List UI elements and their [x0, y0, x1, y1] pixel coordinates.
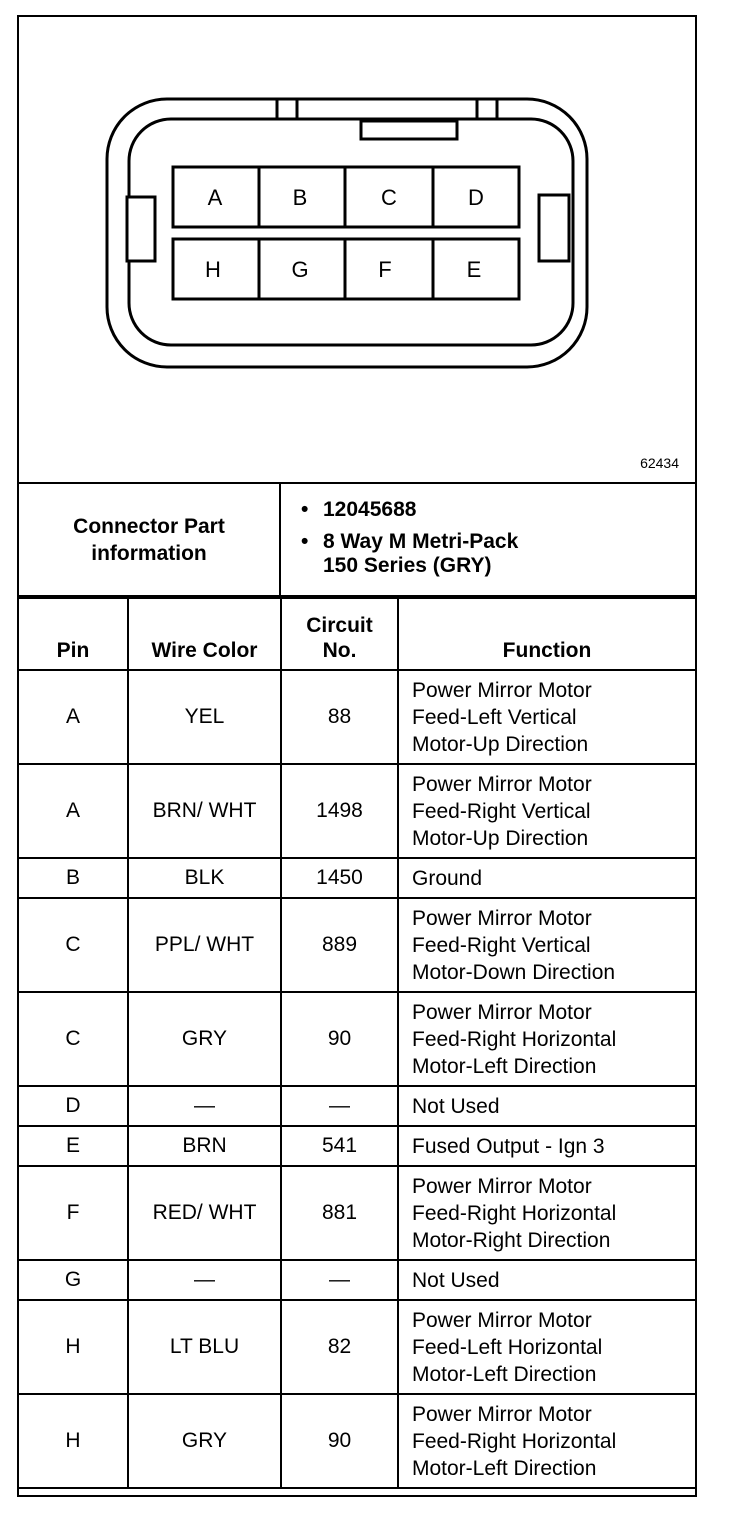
connector-sheet [17, 15, 697, 1497]
function-line: Ground [412, 866, 483, 890]
function-line: Feed-Left Horizontal [412, 1335, 603, 1359]
wire-color-cell: GRY [128, 1394, 281, 1488]
side-guide-left [127, 197, 155, 261]
pin-label-c: C [381, 185, 397, 210]
connector-inner-shell [129, 119, 573, 345]
function-line: Power Mirror Motor [412, 678, 592, 702]
function-line: Not Used [412, 1268, 500, 1292]
pin-cell: G [19, 1260, 128, 1300]
table-row [19, 1126, 695, 1166]
connector-outer-shell [107, 99, 587, 367]
header-circuit-line1: Circuit [306, 614, 373, 637]
circuit-cell: 1450 [281, 858, 398, 898]
function-line: Motor-Up Direction [412, 732, 589, 756]
pin-cell: A [19, 670, 128, 764]
table-row [19, 1300, 695, 1394]
function-cell [398, 1126, 695, 1166]
table-row [19, 1166, 695, 1260]
function-line: Motor-Down Direction [412, 960, 616, 984]
side-guide-right [539, 195, 569, 261]
pin-cell: H [19, 1300, 128, 1394]
table-row [19, 670, 695, 764]
circuit-cell: 881 [281, 1166, 398, 1260]
bullet-icon: • [301, 498, 309, 521]
wire-color-cell: RED/ WHT [128, 1166, 281, 1260]
function-line: Power Mirror Motor [412, 1308, 592, 1332]
function-line: Power Mirror Motor [412, 1174, 592, 1198]
table-row [19, 764, 695, 858]
pin-cell: C [19, 992, 128, 1086]
function-cell [398, 1086, 695, 1126]
function-line: Motor-Up Direction [412, 826, 589, 850]
connector-diagram [19, 17, 695, 484]
pinout-table-body [19, 670, 695, 1488]
pin-cell: B [19, 858, 128, 898]
part-number: 12045688 [323, 498, 417, 521]
function-cell [398, 858, 695, 898]
circuit-cell: 889 [281, 898, 398, 992]
circuit-cell: 90 [281, 992, 398, 1086]
pin-cell: A [19, 764, 128, 858]
wire-color-cell: — [128, 1086, 281, 1126]
function-line: Not Used [412, 1094, 500, 1118]
pin-cell: D [19, 1086, 128, 1126]
connector-part-info [19, 484, 695, 597]
function-cell [398, 1394, 695, 1488]
circuit-cell: 88 [281, 670, 398, 764]
table-row [19, 1086, 695, 1126]
function-line: Motor-Left Direction [412, 1456, 597, 1480]
pin-label-h: H [205, 257, 221, 282]
function-cell [398, 670, 695, 764]
header-wire-color: Wire Color [128, 598, 281, 670]
table-row [19, 1260, 695, 1300]
function-cell [398, 898, 695, 992]
figure-id: 62434 [640, 455, 679, 471]
function-line: Motor-Left Direction [412, 1362, 597, 1386]
function-line: Feed-Right Horizontal [412, 1201, 617, 1225]
table-row [19, 898, 695, 992]
pinout-table [19, 597, 695, 1489]
wire-color-cell: BRN/ WHT [128, 764, 281, 858]
function-line: Power Mirror Motor [412, 772, 592, 796]
wire-color-cell: BRN [128, 1126, 281, 1166]
circuit-cell: 90 [281, 1394, 398, 1488]
function-line: Feed-Right Vertical [412, 933, 591, 957]
function-line: Motor-Right Direction [412, 1228, 611, 1252]
bullet-icon: • [301, 530, 309, 553]
header-pin: Pin [19, 598, 128, 670]
part-description-line1: 8 Way M Metri-Pack [323, 530, 519, 553]
function-line: Feed-Right Horizontal [412, 1429, 617, 1453]
wire-color-cell: BLK [128, 858, 281, 898]
pin-label-d: D [468, 185, 484, 210]
pin-label-a: A [207, 185, 223, 210]
part-info-label [19, 484, 281, 595]
pin-label-b: B [292, 185, 308, 210]
pin-cell: E [19, 1126, 128, 1166]
function-line: Feed-Right Vertical [412, 799, 591, 823]
header-function: Function [398, 598, 695, 670]
function-line: Feed-Left Vertical [412, 705, 577, 729]
wire-color-cell: YEL [128, 670, 281, 764]
function-line: Power Mirror Motor [412, 1402, 592, 1426]
wire-color-cell: — [128, 1260, 281, 1300]
table-header-row [19, 598, 695, 670]
circuit-cell: — [281, 1086, 398, 1126]
part-info-label-line2: information [91, 541, 207, 565]
header-circuit-line2: No. [322, 639, 357, 662]
pin-label-g: G [291, 257, 309, 282]
part-description-line2: 150 Series (GRY) [323, 554, 492, 577]
function-cell [398, 764, 695, 858]
key-slot [361, 121, 457, 139]
pin-cell: H [19, 1394, 128, 1488]
function-line: Power Mirror Motor [412, 1000, 592, 1024]
pin-label-e: E [466, 257, 482, 282]
table-row [19, 858, 695, 898]
function-cell [398, 1166, 695, 1260]
latch-tab-left [277, 99, 297, 119]
wire-color-cell: LT BLU [128, 1300, 281, 1394]
wire-color-cell: PPL/ WHT [128, 898, 281, 992]
function-cell [398, 1300, 695, 1394]
wire-color-cell: GRY [128, 992, 281, 1086]
pin-cell: F [19, 1166, 128, 1260]
connector-face-drawing [19, 17, 695, 457]
table-row [19, 992, 695, 1086]
part-info-values [281, 484, 695, 595]
pin-cell: C [19, 898, 128, 992]
part-info-label-line1: Connector Part [73, 514, 225, 538]
function-line: Motor-Left Direction [412, 1054, 597, 1078]
function-cell [398, 992, 695, 1086]
circuit-cell: 541 [281, 1126, 398, 1166]
part-number-item [301, 498, 695, 522]
latch-tab-right [477, 99, 497, 119]
function-line: Feed-Right Horizontal [412, 1027, 617, 1051]
table-row [19, 1394, 695, 1488]
circuit-cell: 1498 [281, 764, 398, 858]
part-description-item [301, 530, 695, 578]
function-line: Power Mirror Motor [412, 906, 592, 930]
circuit-cell: — [281, 1260, 398, 1300]
header-circuit-no [281, 598, 398, 670]
circuit-cell: 82 [281, 1300, 398, 1394]
pin-label-f: F [378, 257, 392, 282]
function-line: Fused Output - Ign 3 [412, 1134, 605, 1158]
function-cell [398, 1260, 695, 1300]
